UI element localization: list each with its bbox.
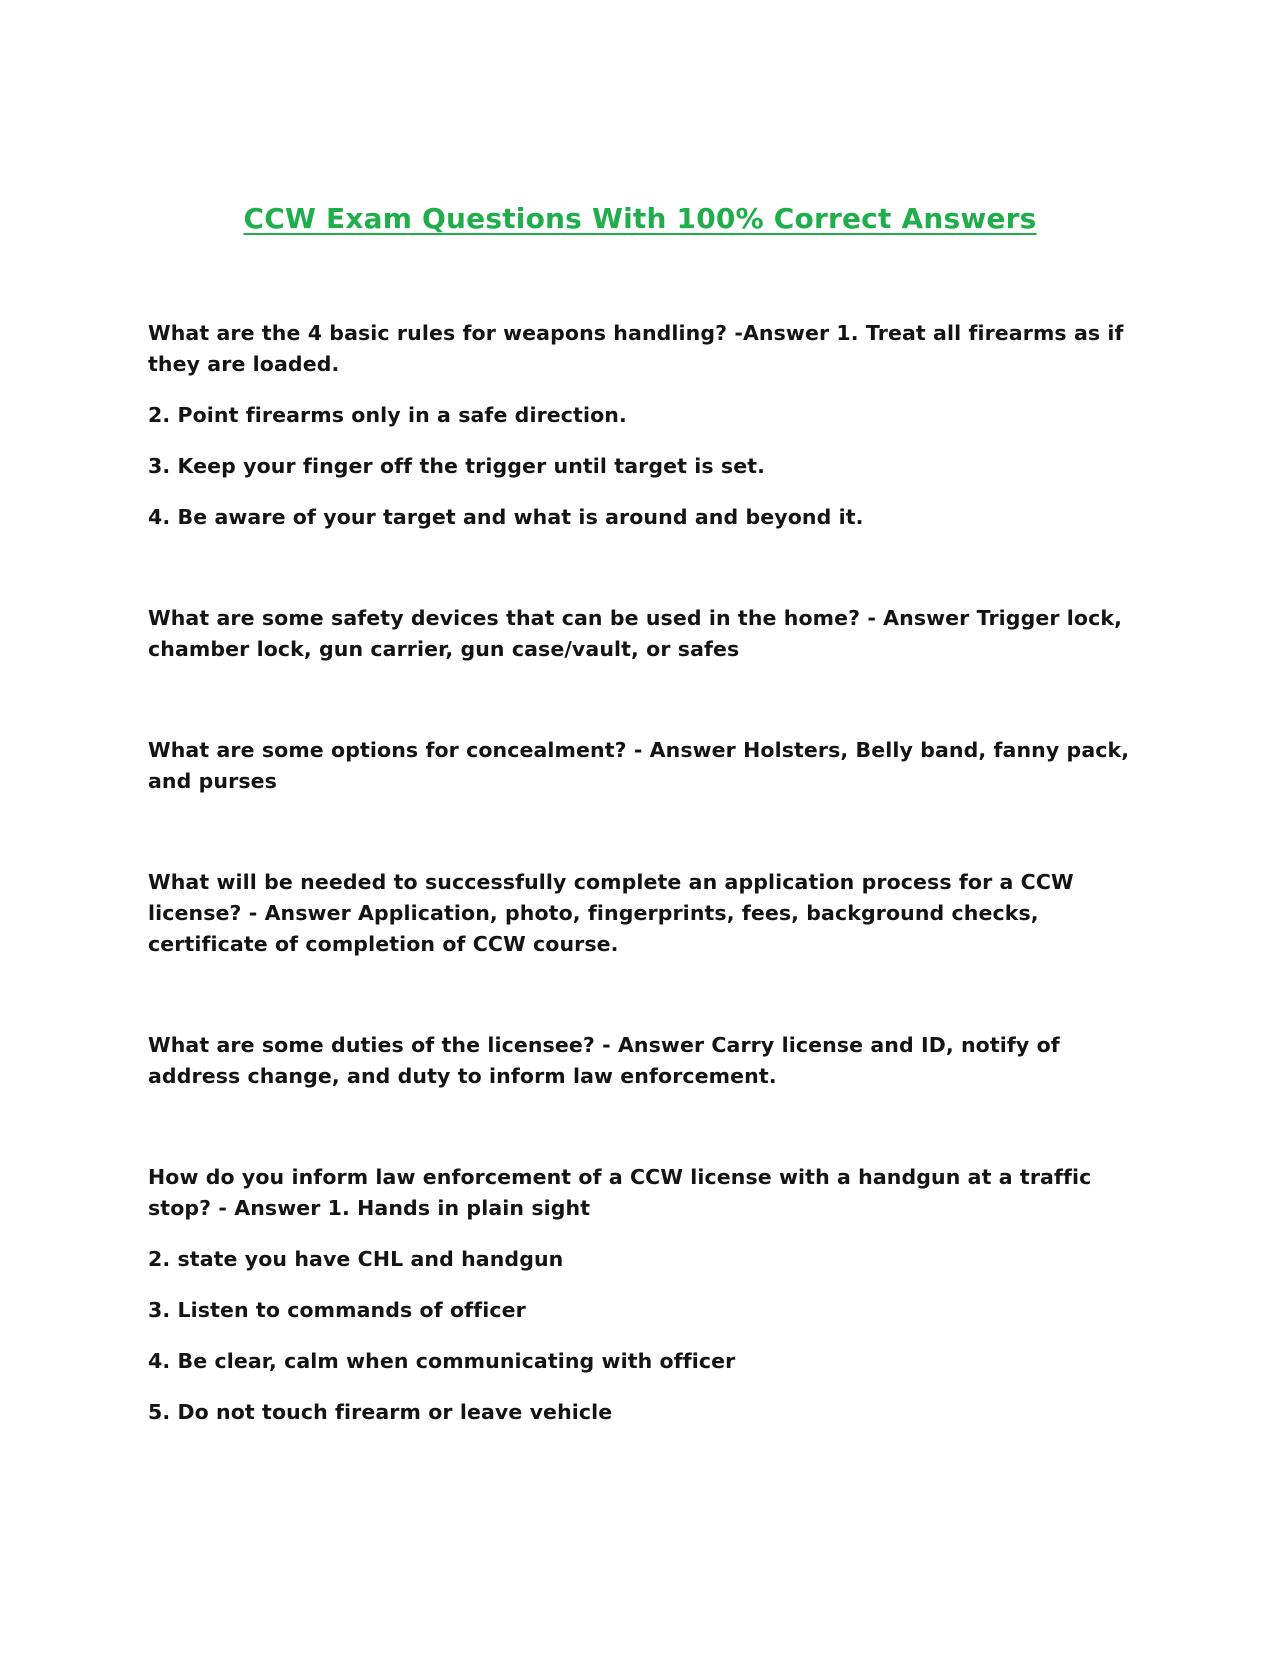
answer-list-item: 4. Be clear, calm when communicating with officer [148,1349,736,1373]
qa-item-licensee-duties [148,1030,1138,1092]
qa-item-safety-devices [148,603,1138,665]
document-title: CCW Exam Questions With 100% Correct Answers [243,202,1037,235]
qa-item-application-process [148,867,1138,960]
qa-content [148,318,1138,1428]
question-paragraph: What will be needed to successfully complete an application process for a CCW license? - Answer Application, photo, fingerprints, fees, background checks, certificate of completion of CCW course. [148,870,1074,956]
qa-item-weapons-handling [148,318,1138,533]
question-paragraph: What are the 4 basic rules for weapons handling? -Answer 1. Treat all firearms as if they are loaded. [148,321,1124,376]
answer-list-item: 3. Listen to commands of officer [148,1298,526,1322]
question-paragraph: What are some safety devices that can be used in the home? - Answer Trigger lock, chamber lock, gun carrier, gun case/vault, or safes [148,606,1122,661]
answer-list-item: 2. state you have CHL and handgun [148,1247,564,1271]
question-paragraph: What are some options for concealment? - Answer Holsters, Belly band, fanny pack, and purses [148,738,1130,793]
qa-item-concealment [148,735,1138,797]
answer-list-item: 5. Do not touch firearm or leave vehicle [148,1400,613,1424]
qa-item-traffic-stop [148,1162,1138,1428]
answer-list-item: 2. Point firearms only in a safe direction. [148,403,627,427]
question-paragraph: How do you inform law enforcement of a CCW license with a handgun at a traffic stop? - Answer 1. Hands in plain sight [148,1165,1092,1220]
question-paragraph: What are some duties of the licensee? - Answer Carry license and ID, notify of address change, and duty to inform law enforcement. [148,1033,1060,1088]
answer-list-item: 3. Keep your finger off the trigger until target is set. [148,454,766,478]
answer-list-item: 4. Be aware of your target and what is around and beyond it. [148,505,864,529]
